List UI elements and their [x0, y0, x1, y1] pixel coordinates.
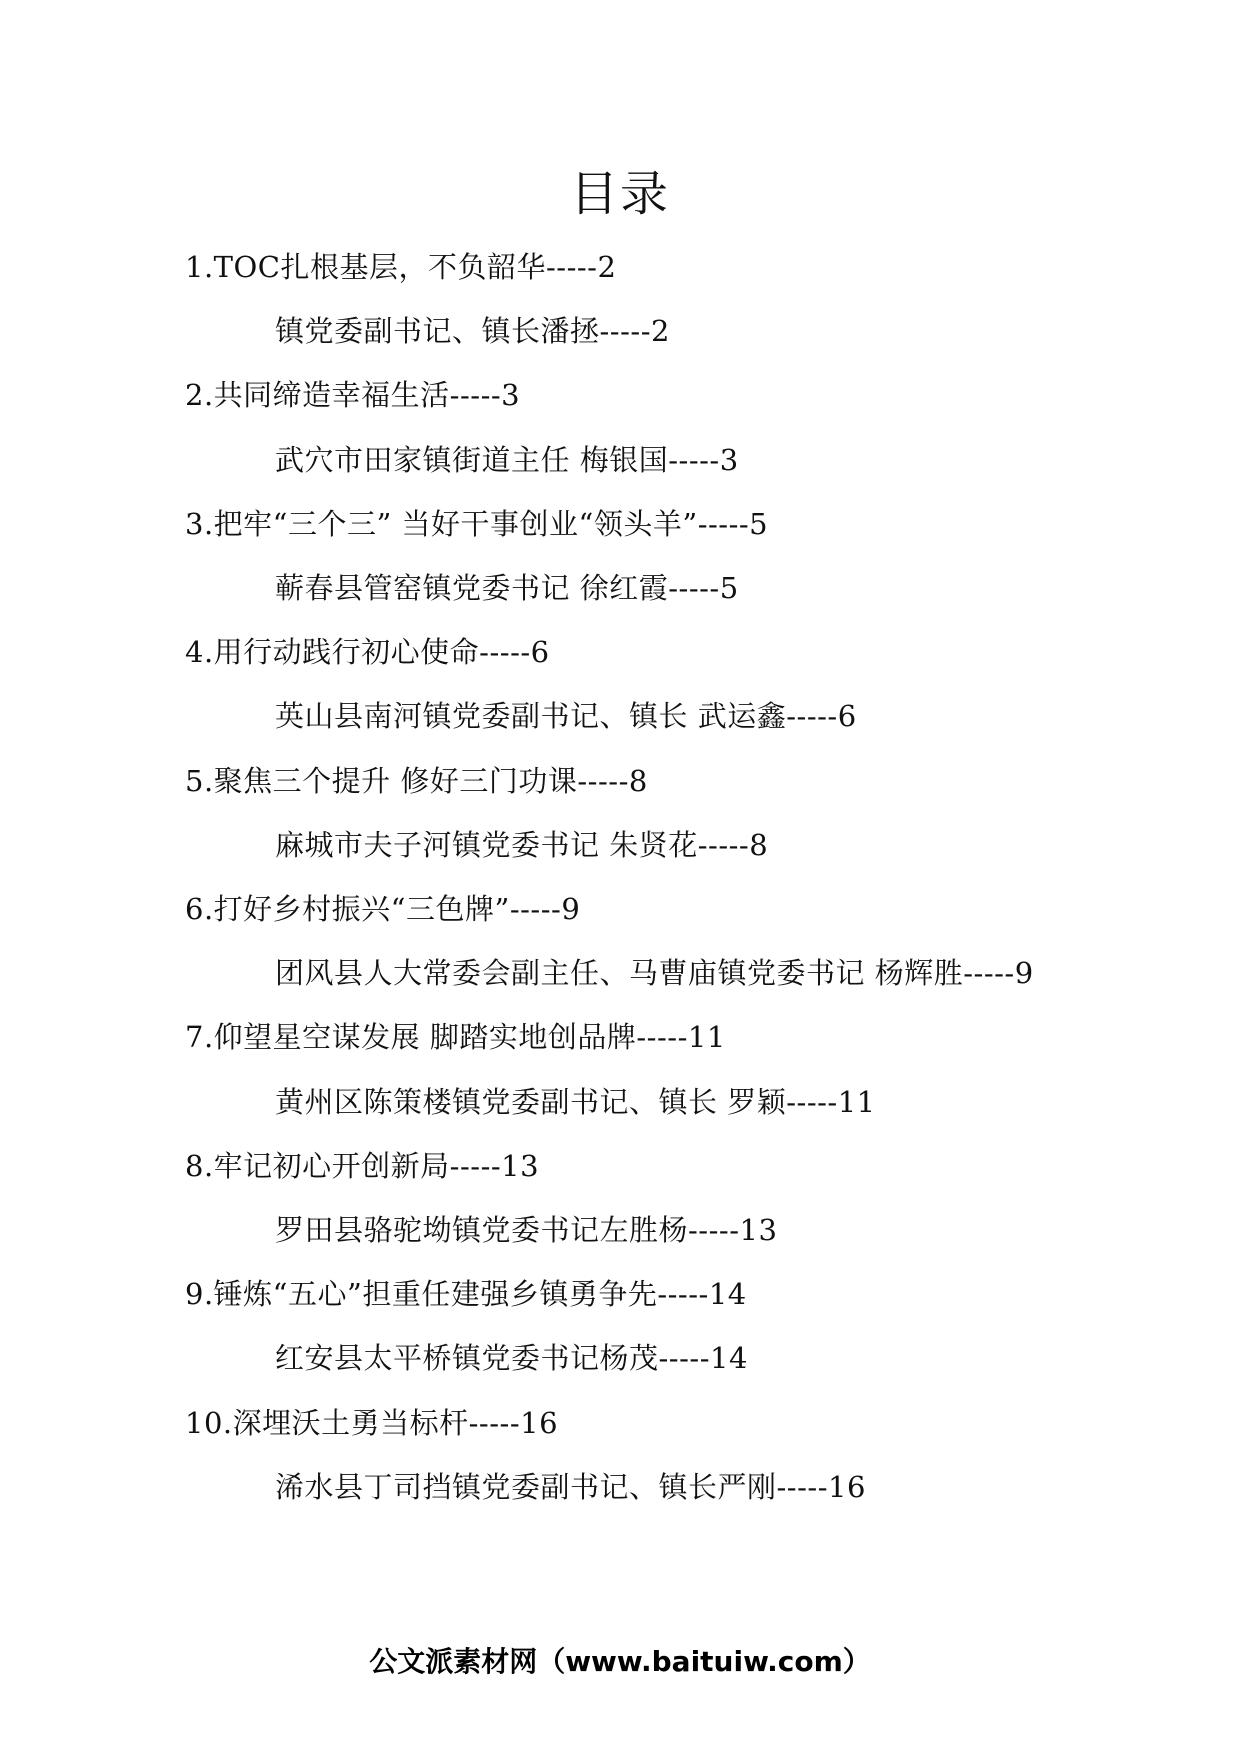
toc-entry-3: 3.把牢“三个三” 当好干事创业“领头羊”-----5: [185, 506, 769, 541]
toc-author-8: 罗田县骆驼坳镇党委书记左胜杨-----13: [275, 1213, 778, 1248]
toc-author-6: 团风县人大常委会副主任、马曹庙镇党委书记 杨辉胜-----9: [275, 956, 1034, 991]
toc-author-10: 浠水县丁司挡镇党委副书记、镇长严刚-----16: [275, 1469, 866, 1504]
footer-source: 公文派素材网（www.baituiw.com）: [369, 1645, 871, 1678]
toc-author-5: 麻城市夫子河镇党委书记 朱贤花-----8: [275, 827, 769, 862]
toc-author-1: 镇党委副书记、镇长潘拯-----2: [275, 314, 670, 349]
toc-entry-6: 6.打好乡村振兴“三色牌”-----9: [185, 892, 581, 927]
toc-entry-5: 5.聚焦三个提升 修好三门功课-----8: [185, 763, 648, 798]
toc-author-4: 英山县南河镇党委副书记、镇长 武运鑫-----6: [275, 699, 857, 734]
toc-entry-4: 4.用行动践行初心使命-----6: [185, 635, 550, 670]
toc-entry-9: 9.锤炼“五心”担重任建强乡镇勇争先-----14: [185, 1277, 747, 1312]
table-of-contents: [0, 235, 1240, 1519]
toc-entry-8: 8.牢记初心开创新局-----13: [185, 1148, 540, 1183]
toc-entry-7: 7.仰望星空谋发展 脚踏实地创品牌-----11: [185, 1020, 726, 1055]
toc-author-7: 黄州区陈策楼镇党委副书记、镇长 罗颖-----11: [275, 1084, 876, 1119]
toc-entry-10: 10.深埋沃土勇当标杆-----16: [185, 1405, 559, 1440]
toc-author-2: 武穴市田家镇街道主任 梅银国-----3: [275, 442, 739, 477]
page-title: 目录: [569, 166, 670, 222]
toc-author-3: 蕲春县管窑镇党委书记 徐红霞-----5: [275, 571, 739, 606]
toc-author-9: 红安县太平桥镇党委书记杨茂-----14: [275, 1341, 748, 1376]
toc-entry-1: 1.TOC扎根基层，不负韶华-----2: [185, 250, 617, 284]
toc-entry-2: 2.共同缔造幸福生活-----3: [185, 378, 521, 413]
